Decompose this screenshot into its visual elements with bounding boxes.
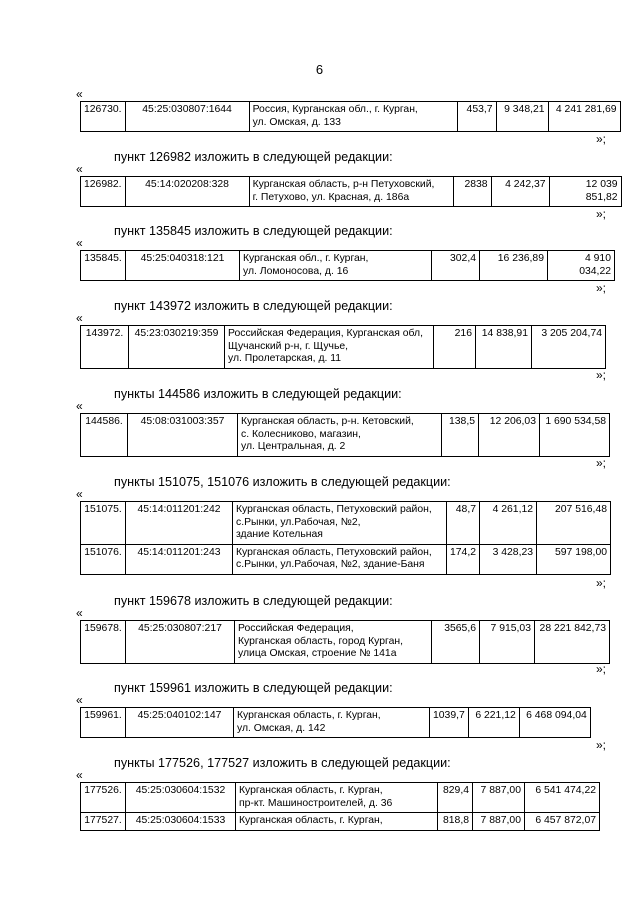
open-quote: « — [76, 606, 83, 620]
area-cell: 138,5 — [442, 414, 479, 457]
amendment-instruction: пункт 159961 изложить в следующей редакции: — [114, 681, 393, 695]
row-number-cell: 177527. — [81, 813, 126, 831]
address-cell: Российская Федерация, Курганская обл, Щучанский р-н, г. Щучье, ул. Пролетарская, д. 11 — [225, 326, 434, 369]
cadastral-number-cell: 45:25:040318:121 — [126, 251, 240, 281]
close-quote: »; — [596, 456, 607, 470]
address-cell: Курганская область, г. Курган, — [236, 813, 438, 831]
cadastral-value-cell: 6 468 094,04 — [519, 708, 590, 738]
address-cell: Курганская обл., г. Курган, ул. Ломоносова, д. 16 — [240, 251, 432, 281]
rate-cell: 4 261,12 — [480, 502, 537, 545]
amendment-instruction: пункты 151075, 151076 изложить в следующей редакции: — [114, 475, 451, 489]
amendment-instruction: пункты 177526, 177527 изложить в следующей редакции: — [114, 756, 451, 770]
rate-cell: 16 236,89 — [480, 251, 548, 281]
rate-cell: 7 887,00 — [473, 783, 525, 813]
amendment-instruction: пункт 126982 изложить в следующей редакции: — [114, 150, 393, 164]
row-number-cell: 126730. — [81, 102, 126, 132]
address-cell: Курганская область, р-н Петуховский, г. Петухово, ул. Красная, д. 186а — [249, 177, 453, 207]
area-cell: 48,7 — [447, 502, 480, 545]
area-cell: 829,4 — [438, 783, 473, 813]
area-cell: 302,4 — [432, 251, 480, 281]
close-quote: »; — [596, 738, 607, 752]
address-cell: Курганская область, г. Курган, ул. Омская, д. 142 — [234, 708, 430, 738]
row-number-cell: 177526. — [81, 783, 126, 813]
address-cell: Россия, Курганская обл., г. Курган, ул. Омская, д. 133 — [249, 102, 457, 132]
cadastral-value-cell: 4 241 281,69 — [548, 102, 620, 132]
rate-cell: 12 206,03 — [479, 414, 540, 457]
row-number-cell: 159961. — [81, 708, 126, 738]
rate-cell: 7 915,03 — [480, 621, 535, 664]
cadastral-number-cell: 45:25:030807:1644 — [125, 102, 249, 132]
open-quote: « — [76, 87, 83, 101]
rate-cell: 7 887,00 — [473, 813, 525, 831]
cadastral-number-cell: 45:08:031003:357 — [128, 414, 238, 457]
cadastral-number-cell: 45:14:020208:328 — [125, 177, 249, 207]
cadastral-number-cell: 45:25:030604:1533 — [126, 813, 236, 831]
cadastral-value-cell: 6 457 872,07 — [525, 813, 600, 831]
table-row — [81, 621, 610, 664]
area-cell: 818,8 — [438, 813, 473, 831]
area-cell: 3565,6 — [432, 621, 480, 664]
close-quote: »; — [596, 368, 607, 382]
cadastral-number-cell: 45:25:030604:1532 — [126, 783, 236, 813]
address-cell: Курганская область, г. Курган, пр-кт. Машиностроителей, д. 36 — [236, 783, 438, 813]
table-row — [81, 783, 600, 813]
open-quote: « — [76, 768, 83, 782]
property-table — [80, 782, 600, 831]
close-quote: »; — [596, 576, 607, 590]
amendment-instruction: пункты 144586 изложить в следующей редакции: — [114, 387, 402, 401]
area-cell: 453,7 — [457, 102, 496, 132]
close-quote: »; — [596, 207, 607, 221]
property-table — [80, 707, 591, 738]
table-row — [81, 102, 621, 132]
page-number: 6 — [315, 62, 324, 77]
cadastral-value-cell: 6 541 474,22 — [525, 783, 600, 813]
rate-cell: 3 428,23 — [480, 544, 537, 574]
rate-cell: 14 838,91 — [476, 326, 532, 369]
table-row — [81, 326, 606, 369]
area-cell: 216 — [434, 326, 476, 369]
cadastral-number-cell: 45:25:030807:217 — [126, 621, 235, 664]
cadastral-number-cell: 45:23:030219:359 — [129, 326, 225, 369]
open-quote: « — [76, 693, 83, 707]
table-row — [81, 708, 591, 738]
property-table — [80, 325, 606, 369]
address-cell: Курганская область, р-н. Кетовский, с. Колесниково, магазин, ул. Центральная, д. 2 — [238, 414, 442, 457]
cadastral-number-cell: 45:14:011201:243 — [126, 544, 233, 574]
property-table — [80, 101, 621, 132]
cadastral-number-cell: 45:25:040102:147 — [126, 708, 234, 738]
row-number-cell: 144586. — [81, 414, 128, 457]
open-quote: « — [76, 311, 83, 325]
area-cell: 2838 — [453, 177, 491, 207]
property-table — [80, 176, 622, 207]
rate-cell: 6 221,12 — [468, 708, 519, 738]
cadastral-number-cell: 45:14:011201:242 — [126, 502, 233, 545]
open-quote: « — [76, 236, 83, 250]
table-row — [81, 177, 622, 207]
table-row — [81, 414, 610, 457]
cadastral-value-cell: 28 221 842,73 — [535, 621, 610, 664]
property-table — [80, 501, 611, 575]
property-table — [80, 250, 615, 281]
rate-cell: 4 242,37 — [491, 177, 549, 207]
table-row — [81, 544, 611, 574]
row-number-cell: 135845. — [81, 251, 126, 281]
row-number-cell: 126982. — [81, 177, 126, 207]
address-cell: Российская Федерация, Курганская область, город Курган, улица Омская, строение № 141а — [235, 621, 432, 664]
table-row — [81, 502, 611, 545]
row-number-cell: 151075. — [81, 502, 126, 545]
close-quote: »; — [596, 132, 607, 146]
amendment-instruction: пункт 135845 изложить в следующей редакции: — [114, 224, 393, 238]
address-cell: Курганская область, Петуховский район, с.Рынки, ул.Рабочая, №2, здание Котельная — [233, 502, 447, 545]
row-number-cell: 143972. — [81, 326, 129, 369]
row-number-cell: 151076. — [81, 544, 126, 574]
open-quote: « — [76, 399, 83, 413]
close-quote: »; — [596, 281, 607, 295]
amendment-instruction: пункт 143972 изложить в следующей редакции: — [114, 299, 393, 313]
cadastral-value-cell: 207 516,48 — [537, 502, 611, 545]
rate-cell: 9 348,21 — [496, 102, 548, 132]
cadastral-value-cell: 12 039 851,82 — [549, 177, 621, 207]
cadastral-value-cell: 1 690 534,58 — [540, 414, 610, 457]
amendment-instruction: пункт 159678 изложить в следующей редакции: — [114, 594, 393, 608]
cadastral-value-cell: 3 205 204,74 — [532, 326, 606, 369]
address-cell: Курганская область, Петуховский район, с.Рынки, ул.Рабочая, №2, здание-Баня — [233, 544, 447, 574]
table-row — [81, 251, 615, 281]
open-quote: « — [76, 487, 83, 501]
open-quote: « — [76, 162, 83, 176]
area-cell: 1039,7 — [430, 708, 469, 738]
row-number-cell: 159678. — [81, 621, 126, 664]
close-quote: »; — [596, 662, 607, 676]
area-cell: 174,2 — [447, 544, 480, 574]
cadastral-value-cell: 597 198,00 — [537, 544, 611, 574]
table-row — [81, 813, 600, 831]
property-table — [80, 413, 610, 457]
property-table — [80, 620, 610, 664]
cadastral-value-cell: 4 910 034,22 — [548, 251, 615, 281]
